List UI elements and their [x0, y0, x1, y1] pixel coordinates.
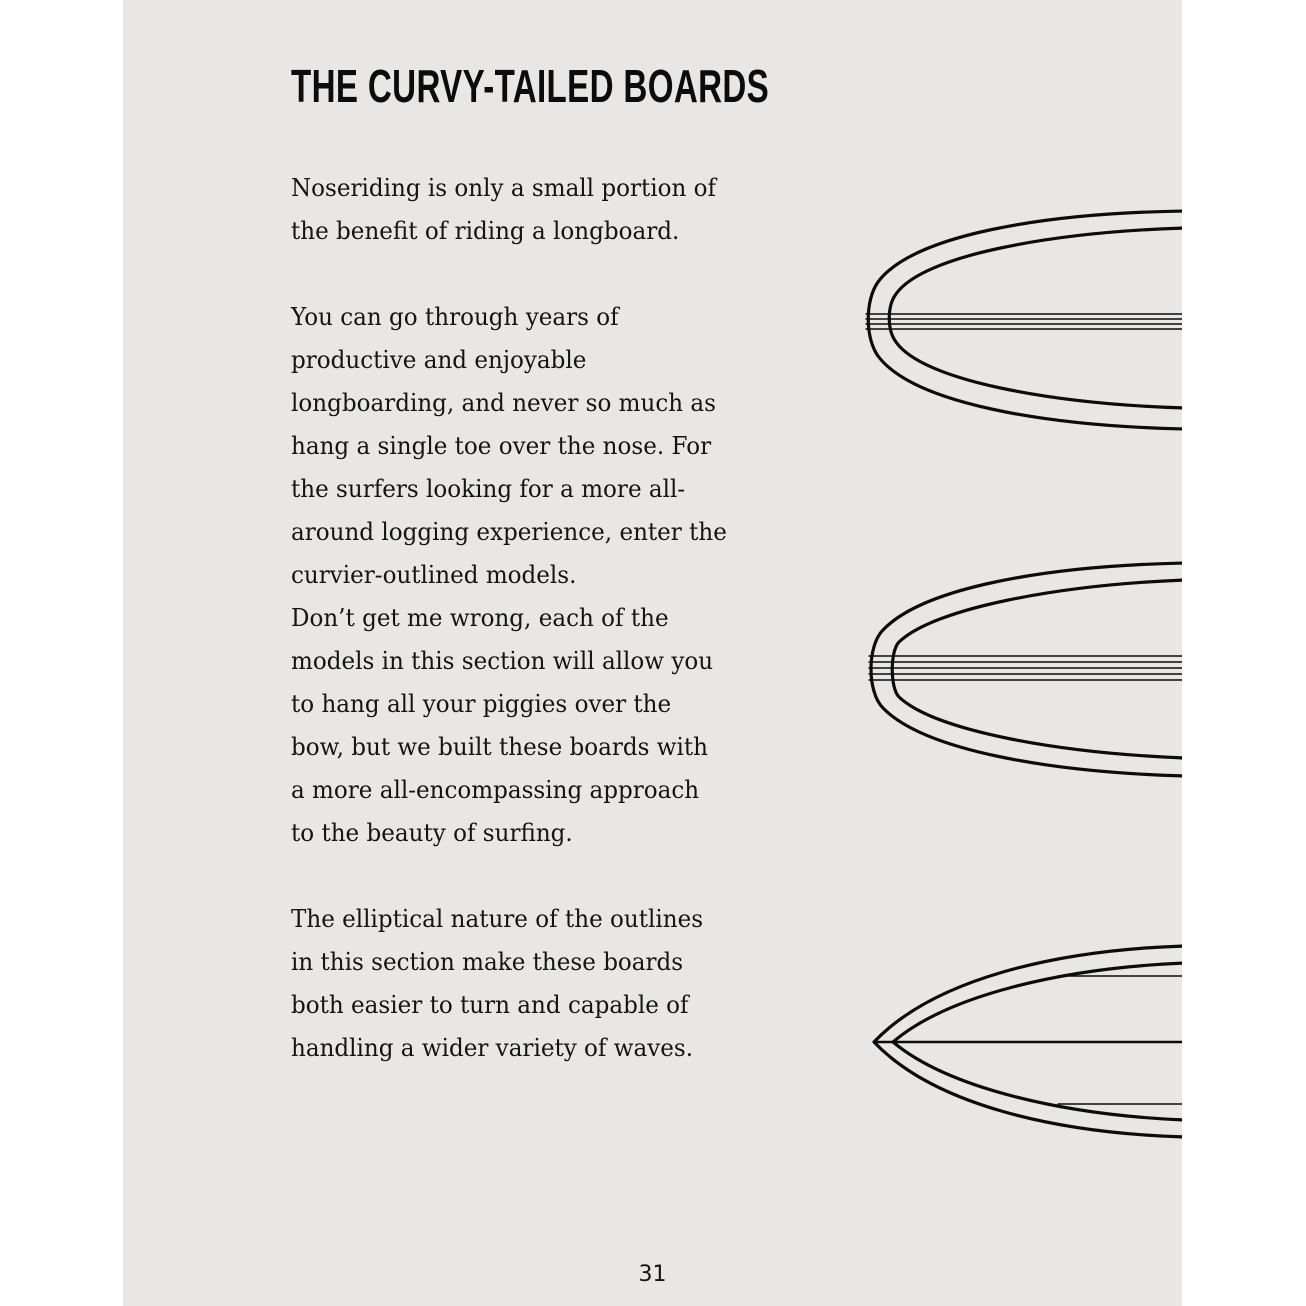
page-title: THE CURVY-TAILED BOARDS: [291, 60, 770, 112]
text-line: models in this section will allow you: [291, 647, 714, 675]
text-line: Don’t get me wrong, each of the: [291, 604, 669, 632]
board-inner-outline: [892, 580, 1182, 758]
text-line: both easier to turn and capable of: [291, 991, 689, 1019]
text-line: hang a single toe over the nose. For: [291, 432, 712, 460]
text-line: to hang all your piggies over the: [291, 690, 672, 718]
text-line: bow, but we built these boards with: [291, 733, 708, 761]
text-line: a more all-encompassing approach: [291, 776, 700, 804]
text-line: You can go through years of: [291, 303, 619, 331]
text-line: handling a wider variety of waves.: [291, 1034, 694, 1062]
pointed-nose-board-bottom: [874, 946, 1182, 1137]
text-line: longboarding, and never so much as: [291, 389, 716, 417]
text-line: productive and enjoyable: [291, 346, 587, 374]
text-line: in this section make these boards: [291, 948, 684, 976]
text-line: to the beauty of surfing.: [291, 819, 573, 847]
page-number: 31: [638, 1262, 667, 1287]
text-line: Noseriding is only a small portion of: [291, 174, 717, 202]
rounded-nose-board-top: [866, 211, 1182, 429]
text-line: the surfers looking for a more all-: [291, 475, 686, 503]
text-line: around logging experience, enter the: [291, 518, 727, 546]
text-line: The elliptical nature of the outlines: [291, 905, 704, 933]
text-line: curvier-outlined models.: [291, 561, 577, 589]
surfboard-illustrations: [123, 0, 1182, 1306]
board-inner-outline: [889, 228, 1182, 408]
rounded-nose-board-middle: [869, 563, 1182, 776]
text-line: the benefit of riding a longboard.: [291, 217, 680, 245]
book-page: [123, 0, 1182, 1306]
